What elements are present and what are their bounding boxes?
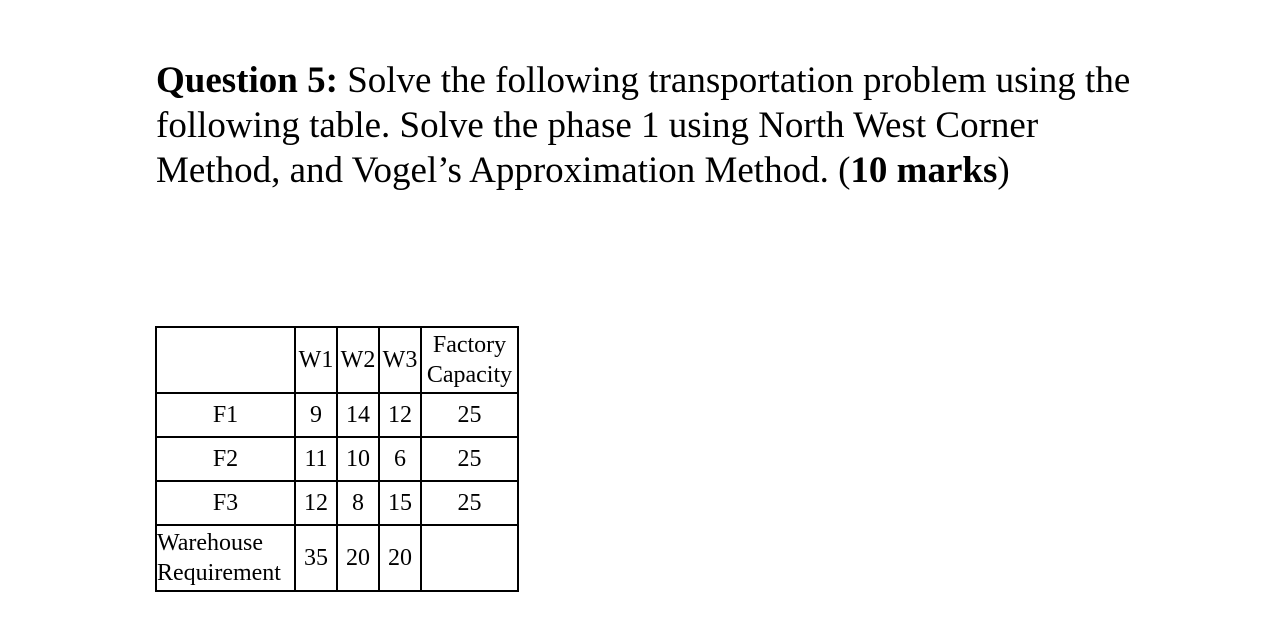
requirement-label (156, 525, 295, 591)
capacity-cell: 25 (421, 481, 518, 525)
cost-cell: 10 (337, 437, 379, 481)
cost-cell: 8 (337, 481, 379, 525)
transportation-table (155, 326, 519, 592)
table-row-f2 (156, 437, 518, 481)
question-body: Solve the following transportation problem using the following table. Solve the phase 1 using North West Corner Method, and Vogel’s Approximation Method. ( (156, 60, 1131, 191)
question-number: Question 5: (156, 60, 338, 101)
column-header-w2: W2 (337, 327, 379, 393)
cost-cell: 12 (379, 393, 421, 437)
cost-cell: 11 (295, 437, 337, 481)
cost-cell: 9 (295, 393, 337, 437)
column-header-w1: W1 (295, 327, 337, 393)
requirement-label-line2: Requirement (157, 560, 281, 586)
question-text (156, 58, 1156, 193)
requirement-label-line1: Warehouse (157, 530, 264, 556)
column-header-w3: W3 (379, 327, 421, 393)
question-marks: 10 marks (850, 150, 998, 191)
capacity-cell: 25 (421, 393, 518, 437)
table-row-f3 (156, 481, 518, 525)
table-header-row (156, 327, 518, 393)
requirement-cell: 20 (379, 525, 421, 591)
table-row-requirement (156, 525, 518, 591)
requirement-capacity-cell (421, 525, 518, 591)
cost-cell: 14 (337, 393, 379, 437)
table-row-f1 (156, 393, 518, 437)
corner-cell (156, 327, 295, 393)
cost-cell: 6 (379, 437, 421, 481)
cost-cell: 12 (295, 481, 337, 525)
capacity-cell: 25 (421, 437, 518, 481)
requirement-cell: 20 (337, 525, 379, 591)
capacity-header-line2: Capacity (426, 362, 513, 388)
requirement-cell: 35 (295, 525, 337, 591)
capacity-header-line1: Factory (432, 332, 507, 358)
column-header-capacity (421, 327, 518, 393)
question-closing: ) (997, 150, 1010, 191)
row-label-f3: F3 (156, 481, 295, 525)
cost-cell: 15 (379, 481, 421, 525)
row-label-f1: F1 (156, 393, 295, 437)
row-label-f2: F2 (156, 437, 295, 481)
